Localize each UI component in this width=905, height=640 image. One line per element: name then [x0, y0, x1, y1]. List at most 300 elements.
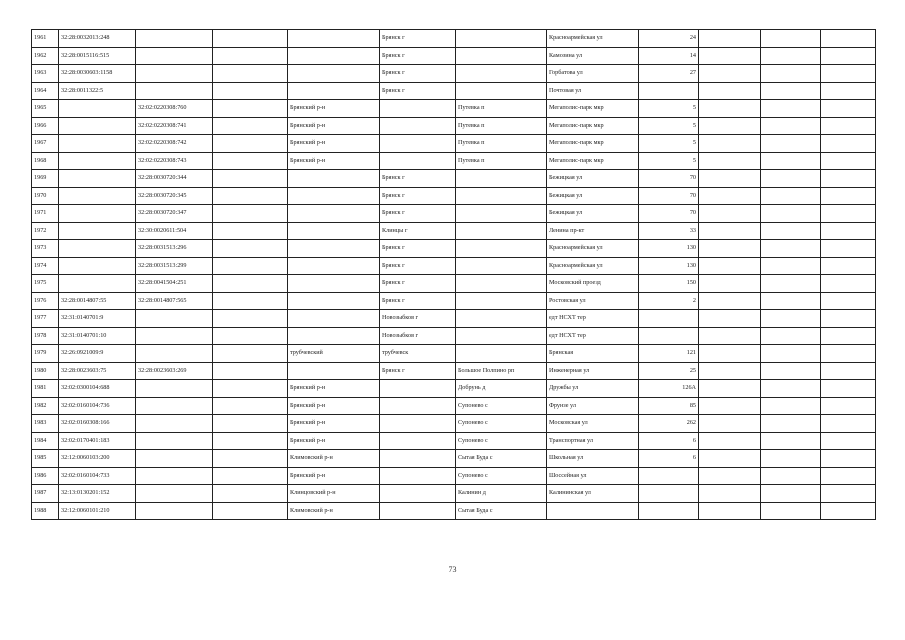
empty-cell — [699, 187, 761, 205]
empty-cell — [821, 345, 876, 363]
district-cell: Брянский р-н — [288, 397, 380, 415]
house-number-cell: 5 — [639, 152, 699, 170]
district-cell: Климовский р-н — [288, 450, 380, 468]
empty-cell — [821, 205, 876, 223]
house-number-cell: 70 — [639, 170, 699, 188]
house-number-cell: 5 — [639, 100, 699, 118]
cadastral-number-old — [59, 117, 136, 135]
district-cell — [288, 275, 380, 293]
cadastral-number-old — [59, 187, 136, 205]
row-number: 1981 — [32, 380, 59, 398]
empty-cell — [213, 170, 288, 188]
cadastral-number: 32:28:0031513:296 — [136, 240, 213, 258]
empty-cell — [761, 257, 821, 275]
cadastral-number — [136, 47, 213, 65]
empty-cell — [699, 432, 761, 450]
empty-cell — [699, 380, 761, 398]
district-cell — [288, 310, 380, 328]
row-number: 1967 — [32, 135, 59, 153]
street-cell: Школьная ул — [547, 450, 639, 468]
cadastral-number: 32:02:0220308:743 — [136, 152, 213, 170]
empty-cell — [761, 292, 821, 310]
empty-cell — [699, 30, 761, 48]
empty-cell — [213, 310, 288, 328]
table-row — [32, 65, 876, 83]
cadastral-number-old — [59, 275, 136, 293]
settlement-cell — [456, 65, 547, 83]
empty-cell — [821, 170, 876, 188]
table-row — [32, 82, 876, 100]
empty-cell — [213, 117, 288, 135]
street-cell: Бежицкая ул — [547, 187, 639, 205]
settlement-cell: Путевка п — [456, 152, 547, 170]
cadastral-number-old — [59, 135, 136, 153]
settlement-cell — [456, 310, 547, 328]
settlement-cell: Большое Полпино рп — [456, 362, 547, 380]
cadastral-number — [136, 415, 213, 433]
empty-cell — [821, 275, 876, 293]
district-cell: Брянский р-н — [288, 117, 380, 135]
street-cell: Московская ул — [547, 415, 639, 433]
empty-cell — [213, 100, 288, 118]
row-number: 1963 — [32, 65, 59, 83]
street-cell: Дружбы ул — [547, 380, 639, 398]
empty-cell — [821, 30, 876, 48]
empty-cell — [699, 345, 761, 363]
table-row — [32, 100, 876, 118]
table-row — [32, 397, 876, 415]
empty-cell — [213, 47, 288, 65]
empty-cell — [213, 345, 288, 363]
cadastral-number — [136, 82, 213, 100]
cadastral-number: 32:28:0031513:299 — [136, 257, 213, 275]
cadastral-number — [136, 380, 213, 398]
empty-cell — [821, 47, 876, 65]
cadastral-number-old — [59, 222, 136, 240]
cadastral-number-old: 32:12:0060103:200 — [59, 450, 136, 468]
settlement-cell — [456, 30, 547, 48]
empty-cell — [821, 65, 876, 83]
empty-cell — [699, 275, 761, 293]
registry-table — [31, 29, 876, 520]
settlement-cell — [456, 170, 547, 188]
table-row — [32, 205, 876, 223]
empty-cell — [761, 275, 821, 293]
settlement-cell — [456, 327, 547, 345]
cadastral-number — [136, 467, 213, 485]
cadastral-number — [136, 397, 213, 415]
house-number-cell — [639, 485, 699, 503]
table-row — [32, 292, 876, 310]
table-row — [32, 502, 876, 520]
house-number-cell: 5 — [639, 135, 699, 153]
settlement-cell: Сытая Буда с — [456, 502, 547, 520]
cadastral-number-old: 32:12:0060101:210 — [59, 502, 136, 520]
table-row — [32, 117, 876, 135]
empty-cell — [761, 345, 821, 363]
city-cell: Брянск г — [380, 47, 456, 65]
empty-cell — [213, 467, 288, 485]
empty-cell — [821, 362, 876, 380]
street-cell: Мегаполис-парк мкр — [547, 152, 639, 170]
street-cell: Красноармейская ул — [547, 30, 639, 48]
district-cell — [288, 240, 380, 258]
empty-cell — [821, 82, 876, 100]
district-cell: Брянский р-н — [288, 467, 380, 485]
settlement-cell: Супонево с — [456, 415, 547, 433]
empty-cell — [213, 502, 288, 520]
empty-cell — [821, 397, 876, 415]
cadastral-number — [136, 502, 213, 520]
empty-cell — [761, 467, 821, 485]
city-cell: Брянск г — [380, 205, 456, 223]
street-cell: Фрунзе ул — [547, 397, 639, 415]
table-row — [32, 222, 876, 240]
empty-cell — [821, 222, 876, 240]
cadastral-number: 32:28:0014807:565 — [136, 292, 213, 310]
table-row — [32, 380, 876, 398]
city-cell: Новозыбков г — [380, 310, 456, 328]
district-cell: Климовский р-н — [288, 502, 380, 520]
cadastral-number-old: 32:31:0140701:10 — [59, 327, 136, 345]
house-number-cell: 262 — [639, 415, 699, 433]
row-number: 1965 — [32, 100, 59, 118]
house-number-cell: 150 — [639, 275, 699, 293]
empty-cell — [761, 47, 821, 65]
cadastral-number-old — [59, 170, 136, 188]
table-row — [32, 345, 876, 363]
cadastral-number — [136, 310, 213, 328]
city-cell — [380, 135, 456, 153]
house-number-cell: 27 — [639, 65, 699, 83]
table-row — [32, 275, 876, 293]
city-cell: Брянск г — [380, 30, 456, 48]
cadastral-number: 32:28:0030720:344 — [136, 170, 213, 188]
row-number: 1972 — [32, 222, 59, 240]
district-cell: Брянский р-н — [288, 415, 380, 433]
empty-cell — [213, 222, 288, 240]
table-row — [32, 152, 876, 170]
empty-cell — [821, 257, 876, 275]
street-cell: Мегаполис-парк мкр — [547, 100, 639, 118]
empty-cell — [699, 415, 761, 433]
empty-cell — [213, 327, 288, 345]
city-cell: Брянск г — [380, 257, 456, 275]
settlement-cell — [456, 205, 547, 223]
row-number: 1975 — [32, 275, 59, 293]
city-cell: Брянск г — [380, 65, 456, 83]
table-row — [32, 467, 876, 485]
city-cell: Брянск г — [380, 170, 456, 188]
empty-cell — [761, 187, 821, 205]
empty-cell — [213, 65, 288, 83]
empty-cell — [699, 397, 761, 415]
empty-cell — [821, 152, 876, 170]
district-cell — [288, 362, 380, 380]
cadastral-number-old: 32:02:0300104:688 — [59, 380, 136, 398]
city-cell: Брянск г — [380, 275, 456, 293]
street-cell: Инженерная ул — [547, 362, 639, 380]
settlement-cell — [456, 240, 547, 258]
empty-cell — [213, 380, 288, 398]
street-cell — [547, 502, 639, 520]
row-number: 1984 — [32, 432, 59, 450]
empty-cell — [213, 275, 288, 293]
empty-cell — [761, 362, 821, 380]
empty-cell — [699, 100, 761, 118]
cadastral-number-old — [59, 205, 136, 223]
row-number: 1964 — [32, 82, 59, 100]
empty-cell — [821, 240, 876, 258]
city-cell: Клинцы г — [380, 222, 456, 240]
empty-cell — [761, 450, 821, 468]
empty-cell — [699, 170, 761, 188]
house-number-cell: 70 — [639, 205, 699, 223]
city-cell — [380, 397, 456, 415]
row-number: 1961 — [32, 30, 59, 48]
cadastral-number-old: 32:28:0023603:75 — [59, 362, 136, 380]
row-number: 1968 — [32, 152, 59, 170]
row-number: 1978 — [32, 327, 59, 345]
house-number-cell — [639, 467, 699, 485]
settlement-cell: Супонево с — [456, 467, 547, 485]
street-cell: Брянская — [547, 345, 639, 363]
empty-cell — [699, 502, 761, 520]
table-row — [32, 47, 876, 65]
house-number-cell: 24 — [639, 30, 699, 48]
street-cell: Ростовская ул — [547, 292, 639, 310]
row-number: 1971 — [32, 205, 59, 223]
city-cell — [380, 100, 456, 118]
city-cell — [380, 432, 456, 450]
empty-cell — [699, 152, 761, 170]
empty-cell — [699, 485, 761, 503]
empty-cell — [821, 135, 876, 153]
table-row — [32, 135, 876, 153]
cadastral-number — [136, 432, 213, 450]
empty-cell — [761, 222, 821, 240]
row-number: 1976 — [32, 292, 59, 310]
empty-cell — [699, 292, 761, 310]
cadastral-number-old: 32:28:0014807:55 — [59, 292, 136, 310]
district-cell — [288, 47, 380, 65]
cadastral-number — [136, 65, 213, 83]
city-cell: Брянск г — [380, 362, 456, 380]
district-cell — [288, 222, 380, 240]
settlement-cell: Калинин д — [456, 485, 547, 503]
house-number-cell: 6 — [639, 432, 699, 450]
row-number: 1966 — [32, 117, 59, 135]
empty-cell — [761, 65, 821, 83]
empty-cell — [699, 257, 761, 275]
settlement-cell — [456, 275, 547, 293]
empty-cell — [699, 65, 761, 83]
table-row — [32, 485, 876, 503]
table-row — [32, 450, 876, 468]
row-number: 1962 — [32, 47, 59, 65]
row-number: 1988 — [32, 502, 59, 520]
empty-cell — [761, 152, 821, 170]
empty-cell — [699, 117, 761, 135]
table-row — [32, 257, 876, 275]
city-cell: трубчевск — [380, 345, 456, 363]
empty-cell — [213, 135, 288, 153]
street-cell: Мегаполис-парк мкр — [547, 135, 639, 153]
empty-cell — [761, 100, 821, 118]
empty-cell — [213, 257, 288, 275]
empty-cell — [821, 327, 876, 345]
settlement-cell — [456, 345, 547, 363]
city-cell: Брянск г — [380, 82, 456, 100]
district-cell: Клинцовский р-н — [288, 485, 380, 503]
cadastral-number: 32:28:0023603:269 — [136, 362, 213, 380]
cadastral-number-old: 32:28:0032013:248 — [59, 30, 136, 48]
city-cell — [380, 485, 456, 503]
city-cell: Брянск г — [380, 292, 456, 310]
row-number: 1977 — [32, 310, 59, 328]
settlement-cell — [456, 222, 547, 240]
empty-cell — [213, 187, 288, 205]
house-number-cell — [639, 327, 699, 345]
district-cell: Брянский р-н — [288, 100, 380, 118]
cadastral-number-old: 32:28:0030603:1158 — [59, 65, 136, 83]
city-cell — [380, 467, 456, 485]
empty-cell — [761, 240, 821, 258]
empty-cell — [699, 327, 761, 345]
street-cell: Калининская ул — [547, 485, 639, 503]
empty-cell — [213, 362, 288, 380]
city-cell — [380, 380, 456, 398]
street-cell: Мегаполис-парк мкр — [547, 117, 639, 135]
house-number-cell: 130 — [639, 257, 699, 275]
table-row — [32, 432, 876, 450]
house-number-cell: 33 — [639, 222, 699, 240]
row-number: 1973 — [32, 240, 59, 258]
house-number-cell: 6 — [639, 450, 699, 468]
empty-cell — [821, 432, 876, 450]
street-cell: едт НСХТ тер — [547, 327, 639, 345]
empty-cell — [699, 222, 761, 240]
cadastral-number — [136, 345, 213, 363]
settlement-cell — [456, 257, 547, 275]
cadastral-number — [136, 485, 213, 503]
empty-cell — [213, 432, 288, 450]
street-cell: Бежицкая ул — [547, 170, 639, 188]
district-cell — [288, 65, 380, 83]
district-cell — [288, 327, 380, 345]
empty-cell — [821, 467, 876, 485]
cadastral-number: 32:28:0030720:347 — [136, 205, 213, 223]
row-number: 1969 — [32, 170, 59, 188]
cadastral-number-old: 32:28:0011322:5 — [59, 82, 136, 100]
empty-cell — [821, 292, 876, 310]
table-row — [32, 240, 876, 258]
cadastral-number-old: 32:02:0160308:166 — [59, 415, 136, 433]
house-number-cell: 70 — [639, 187, 699, 205]
row-number: 1979 — [32, 345, 59, 363]
empty-cell — [821, 450, 876, 468]
empty-cell — [699, 450, 761, 468]
city-cell: Брянск г — [380, 187, 456, 205]
district-cell: Брянский р-н — [288, 135, 380, 153]
empty-cell — [761, 397, 821, 415]
street-cell: Московский проезд — [547, 275, 639, 293]
row-number: 1987 — [32, 485, 59, 503]
empty-cell — [213, 30, 288, 48]
street-cell: Красноармейская ул — [547, 240, 639, 258]
empty-cell — [821, 187, 876, 205]
district-cell — [288, 30, 380, 48]
empty-cell — [821, 380, 876, 398]
empty-cell — [213, 485, 288, 503]
street-cell: едт НСХТ тер — [547, 310, 639, 328]
empty-cell — [213, 450, 288, 468]
page-number: 73 — [448, 565, 457, 574]
city-cell — [380, 415, 456, 433]
row-number: 1970 — [32, 187, 59, 205]
city-cell — [380, 152, 456, 170]
city-cell — [380, 117, 456, 135]
table-row — [32, 327, 876, 345]
district-cell: Брянский р-н — [288, 152, 380, 170]
street-cell: Бежицкая ул — [547, 205, 639, 223]
cadastral-number — [136, 30, 213, 48]
empty-cell — [821, 502, 876, 520]
table-row — [32, 170, 876, 188]
district-cell — [288, 187, 380, 205]
table-body — [32, 30, 876, 520]
settlement-cell — [456, 292, 547, 310]
empty-cell — [821, 100, 876, 118]
cadastral-number-old — [59, 152, 136, 170]
table-row — [32, 415, 876, 433]
row-number: 1983 — [32, 415, 59, 433]
settlement-cell: Путевка п — [456, 135, 547, 153]
house-number-cell — [639, 310, 699, 328]
empty-cell — [699, 135, 761, 153]
settlement-cell: Путевка п — [456, 100, 547, 118]
cadastral-number: 32:02:0220308:741 — [136, 117, 213, 135]
house-number-cell: 121 — [639, 345, 699, 363]
street-cell: Горбатова ул — [547, 65, 639, 83]
house-number-cell: 130 — [639, 240, 699, 258]
house-number-cell — [639, 502, 699, 520]
cadastral-number-old: 32:02:0160104:736 — [59, 397, 136, 415]
cadastral-number-old — [59, 257, 136, 275]
empty-cell — [699, 240, 761, 258]
empty-cell — [761, 432, 821, 450]
table-row — [32, 187, 876, 205]
empty-cell — [213, 82, 288, 100]
house-number-cell: 126А — [639, 380, 699, 398]
empty-cell — [213, 415, 288, 433]
district-cell — [288, 205, 380, 223]
empty-cell — [213, 240, 288, 258]
cadastral-number-old: 32:26:0921009:9 — [59, 345, 136, 363]
empty-cell — [761, 415, 821, 433]
table-row — [32, 30, 876, 48]
street-cell: Красноармейская ул — [547, 257, 639, 275]
cadastral-number: 32:02:0220308:760 — [136, 100, 213, 118]
cadastral-number: 32:02:0220308:742 — [136, 135, 213, 153]
street-cell: Ленина пр-кт — [547, 222, 639, 240]
city-cell: Новозыбков г — [380, 327, 456, 345]
house-number-cell: 5 — [639, 117, 699, 135]
settlement-cell: Путевка п — [456, 117, 547, 135]
row-number: 1985 — [32, 450, 59, 468]
settlement-cell — [456, 187, 547, 205]
empty-cell — [213, 397, 288, 415]
